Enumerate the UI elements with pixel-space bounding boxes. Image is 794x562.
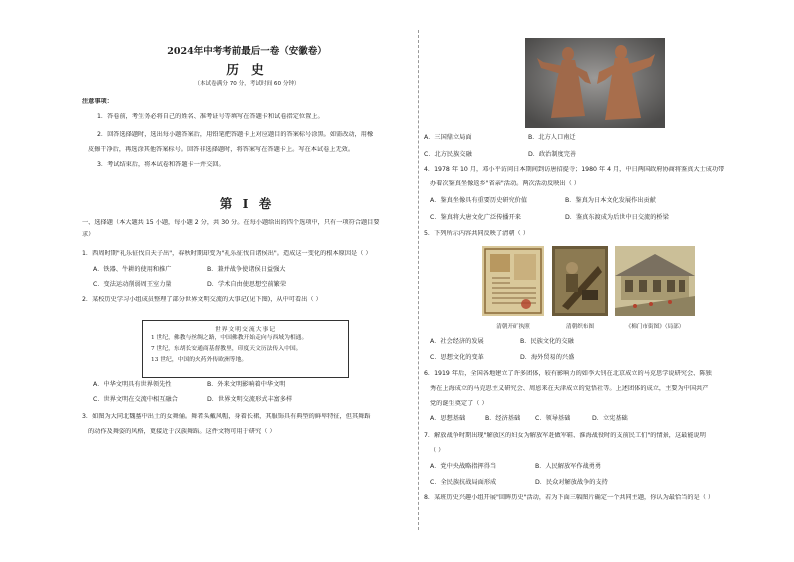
q6-option-a: A．思想基础: [430, 415, 466, 422]
q3-stem: 3．如图为大同北魏墓中出土的女舞俑。舞者头戴风帽，身着长裙，其服饰具有典型的鲜卑特征，但其舞蹈: [82, 413, 371, 420]
q7-option-d: D．民众对解放战争的支持: [535, 479, 608, 486]
q6-stem: 秀在上海成立的马克思主义研究会、周恩来在天津成立的觉悟社等。上述团体的成立，主要为中国共产: [430, 385, 709, 392]
q5-stem: 5．下列所示内容共同反映了清朝（ ）: [424, 230, 529, 237]
section-intro: 一、选择题（本大题共 15 小题，每小题 2 分，共 30 分。在每小题给出的四个选项中，只有一项符合题目要: [82, 219, 380, 226]
q2-option-b: B．外来文明影响着中华文明: [207, 381, 286, 388]
q2-box-line: 7 世纪，东胡长安通商基督教里，印度天文历法传入中国。: [151, 346, 302, 352]
q5-caption-2: 清朝织布图: [566, 324, 594, 330]
q5-option-d: D．海外贸易的兴盛: [520, 354, 575, 361]
section-intro: 求）: [82, 231, 95, 238]
q1-option-d: D．学术自由使思想空前繁荣: [207, 281, 287, 288]
q3-stem: 的动作及舞姿的风格，更接近于汉族舞蹈。这件文物可用于研究（ ）: [88, 428, 276, 435]
q6-stem: 党的诞生奠定了（ ）: [430, 400, 488, 407]
q5-caption-1: 清朝开矿执照: [496, 324, 530, 330]
q4-option-d: D．鉴真东渡成为后世中日交流的桥梁: [565, 214, 669, 221]
q1-option-c: C．变法运动削弱周王室力量: [93, 281, 172, 288]
q8-stem: 8．某班历史兴趣小组开展"回眸历史"活动，若为下面三幅图片确定一个共同主题，你认为最恰当的是（ ）: [424, 494, 715, 501]
q6-option-c: C．领导基础: [535, 415, 571, 422]
q7-option-a: A．党中央战略指挥得当: [430, 463, 497, 470]
q2-option-c: C．世界文明在交流中相互融合: [93, 396, 178, 403]
q4-stem: 办着次鉴真坐像返乡"省亲"活动。两次活动反映出（ ）: [430, 180, 580, 187]
notice-line: 1．答卷前，考生务必将自己的姓名、准考证号等填写在答题卡和试卷指定位置上。: [97, 113, 324, 120]
q7-stem: 7．解放战争时期出现"解放区的妇女为解放军赶做军鞋、淮海战役时的支前民工们"的情景，这最能说明: [424, 432, 706, 439]
q2-option-d: D．世界文明交流形式丰富多样: [207, 396, 293, 403]
column-divider: [418, 30, 419, 530]
q2-box-title: 世界文明交流大事记: [214, 327, 277, 333]
q2-events-box: [142, 320, 349, 378]
q1-option-b: B．兼并战争使诸侯日益强大: [207, 266, 286, 273]
q7-option-c: C．全民族抗战局面形成: [430, 479, 497, 486]
weaving-painting-image: [552, 246, 608, 316]
q5-option-c: C．思想文化的变革: [430, 354, 484, 361]
notice-line: 皮擦干净后，再选涂其他答案标号。回答非选择题时，将答案写在答题卡上。写在本试卷上无效。: [88, 146, 355, 153]
city-street-painting-image: [615, 246, 695, 316]
q3-option-d: D．政治制度完善: [528, 151, 577, 158]
q3-option-b: B．北方人口南迁: [528, 134, 576, 141]
mining-license-image: [482, 246, 544, 316]
q1-stem: 1．西周时期"礼乐征伐自天子出"，春秋时期却变为"礼乐征伐自诸侯出"。造成这一变化的根本原因是（ ）: [82, 250, 372, 257]
q2-option-a: A．中华文明具有世界领先性: [93, 381, 172, 388]
q6-option-d: D．立宪基础: [592, 415, 628, 422]
q2-stem: 2．某校历史学习小组成员整理了部分世界文明交流的大事记(见下图)，从中可看出（ ）: [82, 296, 322, 303]
q5-option-b: B．民族文化的交融: [520, 338, 574, 345]
notice-line: 2．回答选择题时，选出每小题答案后，用铅笔把答题卡上对应题目的答案标号涂黑。如需改动，用橡: [97, 131, 374, 138]
q7-option-b: B．人民解放军作战勇勇: [535, 463, 602, 470]
q7-stem: （ ）: [430, 447, 445, 454]
q4-option-c: C．鉴真将大唐文化广泛传播开来: [430, 214, 521, 221]
q5-option-a: A．社会经济的发展: [430, 338, 484, 345]
exam-subject: 历 史: [226, 62, 268, 77]
exam-title: 2024年中考考前最后一卷（安徽卷）: [167, 46, 327, 57]
q4-option-a: A．鉴真坐像具有重要历史研究价值: [430, 197, 528, 204]
exam-meta: （本试卷满分 70 分，考试时间 60 分钟）: [194, 81, 300, 87]
notice-heading: 注意事项：: [82, 98, 113, 105]
q3-option-a: A．三国鼎立局面: [424, 134, 472, 141]
q5-caption-3: 《棉门市街图》（局部）: [625, 324, 685, 330]
q4-stem: 4．1978 年 10 月，邓小平访问日本期间到访唐招提寺；1980 年 4 月，中日两国政府协商将鉴真大士成功带: [424, 166, 725, 173]
q4-option-b: B．鉴真为日本文化发展作出贡献: [565, 197, 656, 204]
q2-box-line: 13 世纪，中国的火药外传欧洲等地。: [151, 357, 248, 363]
notice-line: 3．考试结束后，将本试卷和答题卡一并交回。: [97, 161, 225, 168]
q1-option-a: A．铁器、牛耕的使用和推广: [93, 266, 172, 273]
q6-stem: 6．1919 年后，全国各地建立了许多团体，较有影响力的如李大钊在北京成立的马克思学说研究会、陈独: [424, 370, 712, 377]
section-title: 第 I 卷: [219, 196, 275, 211]
q6-option-b: B．经济基础: [485, 415, 521, 422]
q2-box-line: 1 世纪，佛教与丝绸之路，中国佛教开始走向与西域为相通。: [151, 335, 308, 341]
dancing-figurines-image: [525, 38, 665, 128]
q3-option-c: C．北方民族交融: [424, 151, 472, 158]
